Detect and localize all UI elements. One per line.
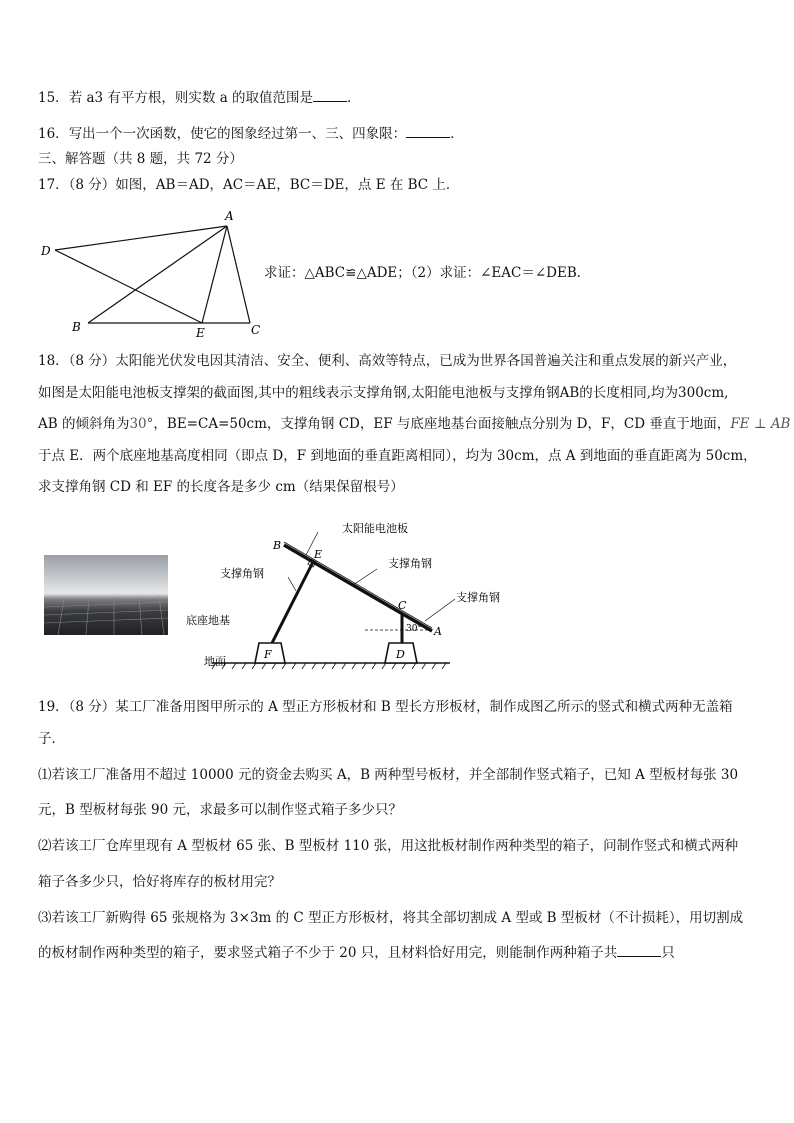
q17-stem: 17．（8 分）如图，AB＝AD，AC＝AE，BC＝DE，点 E 在 BC 上． [38, 177, 460, 193]
label-angle: 30° [406, 624, 422, 634]
label-C: C [251, 323, 261, 337]
q18-line1: 18．（8 分）太阳能光伏发电因其清洁、安全、便利、高效等特点，已成为世界各国普遍关注和重点发展的新兴产业， [38, 353, 737, 369]
label-panel: 太阳能电池板 [342, 522, 408, 535]
q18-figure [180, 515, 510, 675]
q19-part2-a: ⑵若该工厂仓库里现有 A 型板材 65 张、B 型板材 110 张，用这批板材制作两种类型的箱子，问制作竖式和横式两种 [38, 838, 739, 854]
q18-line2: 如图是太阳能电池板支撑架的截面图,其中的粗线表示支撑角钢,太阳能电池板与支撑角钢AB的长度相同,均为300cm, [38, 385, 729, 401]
q15-text: 若 a3 有平方根，则实数 a 的取值范围是 [68, 90, 314, 106]
q18-perp-expr: FE ⊥ AB [730, 416, 791, 432]
q18-angle-value: 30° [129, 416, 154, 432]
label-steel-3: 支撑角钢 [456, 591, 500, 604]
q19-part1-a: ⑴若该工厂准备用不超过 10000 元的资金去购买 A，B 两种型号板材，并全部制作竖式箱子，已知 A 型板材每张 30 [38, 767, 739, 783]
fig-label-E: E [314, 548, 323, 561]
q19-part3-b [38, 943, 675, 963]
q16-number: 16． [38, 126, 69, 142]
q16-text: 写出一个一次函数，使它的图象经过第一、三、四象限： [68, 126, 407, 142]
q17-prove: 求证：△ABC≌△ADE；（2）求证：∠EAC＝∠DEB． [264, 265, 591, 281]
fig-label-C: C [398, 599, 407, 612]
q18-line3-a: AB 的倾斜角为 [38, 416, 130, 432]
q19-blank [617, 944, 661, 957]
line-DA [55, 226, 227, 250]
fig-label-B: B [273, 539, 282, 552]
line-AC [227, 226, 250, 323]
q15-blank [313, 89, 347, 102]
q15-number: 15． [38, 90, 69, 106]
q16-end: ． [450, 126, 464, 142]
label-ground: 地面 [204, 655, 226, 668]
label-A: A [225, 209, 234, 223]
q19-part3-end: 只 [661, 945, 675, 961]
q19-part3-text: 的板材制作两种类型的箱子，要求竖式箱子不少于 20 只，且材料恰好用完，则能制作两种箱子共 [38, 945, 618, 961]
label-E: E [196, 326, 205, 340]
label-steel-2: 支撑角钢 [220, 567, 264, 580]
line-DE [55, 250, 202, 323]
q19-part3-a: ⑶若该工厂新购得 65 张规格为 3×3m 的 C 型正方形板材，将其全部切割成 A 型或 B 型板材（不计损耗），用切割成 [38, 910, 744, 926]
section-3-header: 三、解答题（共 8 题，共 72 分） [38, 151, 243, 167]
label-D: D [41, 244, 51, 258]
q18-line5: 求支撑角钢 CD 和 EF 的长度各是多少 cm（结果保留根号） [38, 479, 404, 495]
label-B: B [72, 320, 81, 334]
fig-label-F: F [264, 648, 272, 661]
question-15 [38, 88, 361, 108]
q18-line3 [38, 414, 790, 434]
fig-label-D: D [396, 648, 405, 661]
q18-line4: 于点 E．两个底座地基高度相同（即点 D，F 到地面的垂直距离相同），均为 30cm，点 A 到地面的垂直距离为 50cm， [38, 448, 757, 464]
q17-figure [36, 204, 276, 340]
q19-part1-b: 元，B 型板材每张 90 元，求最多可以制作竖式箱子多少只？ [38, 802, 402, 818]
q18-line3-c: ，BE=CA=50cm，支撑角钢 CD，EF 与底座地基台面接触点分别为 D，F，CD 垂直于地面， [153, 416, 731, 432]
q19-part2-b: 箱子各多少只，恰好将库存的板材用完？ [38, 874, 281, 890]
q15-end: ． [347, 90, 361, 106]
question-16 [38, 124, 464, 144]
fig-label-A: A [434, 625, 442, 638]
q19-line2: 子． [38, 731, 65, 747]
solar-panel-photo [44, 555, 168, 635]
label-base: 底座地基 [186, 614, 230, 627]
label-steel-1: 支撑角钢 [388, 557, 432, 570]
support-EF [272, 562, 313, 643]
q16-blank [406, 125, 450, 138]
q19-line1: 19．（8 分）某工厂准备用图甲所示的 A 型正方形板材和 B 型长方形板材，制作成图乙所示的竖式和横式两种无盖箱 [38, 699, 733, 715]
